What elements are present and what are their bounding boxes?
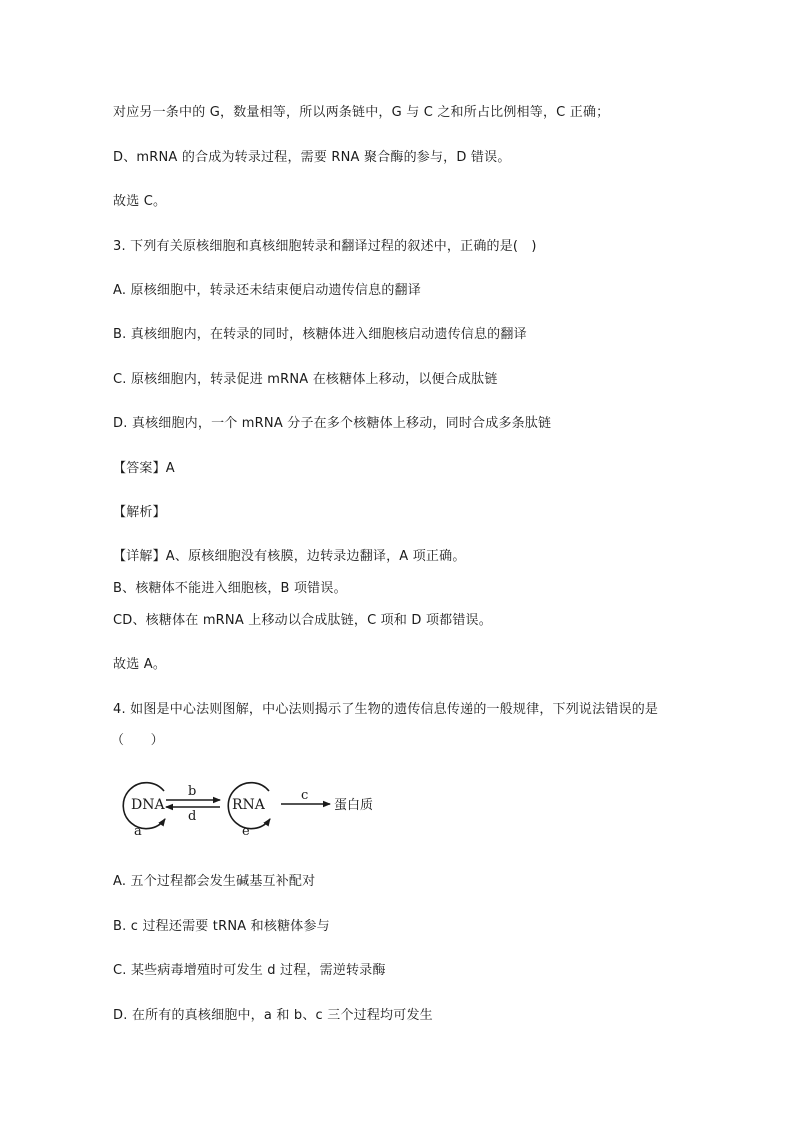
line-4: 故选 A。 — [113, 657, 167, 672]
question-4: 4. 如图是中心法则图解，中心法则揭示了生物的遗传信息传递的一般规律，下列说法错误的是 — [113, 702, 659, 717]
line-1: 对应另一条中的 G，数量相等，所以两条链中，G 与 C 之和所占比例相等，C 正确； — [113, 105, 610, 120]
question-3-option-a: A. 原核细胞中，转录还未结束便启动遗传信息的翻译 — [113, 283, 421, 298]
central-dogma-diagram — [108, 772, 408, 852]
detail-line-2: B、核糖体不能进入细胞核，B 项错误。 — [113, 581, 347, 596]
question-3-option-c: C. 原核细胞内，转录促进 mRNA 在核糖体上移动，以便合成肽链 — [113, 372, 498, 387]
rna-label: RNA — [232, 797, 265, 813]
detail-line-1: 【详解】A、原核细胞没有核膜，边转录边翻译，A 项正确。 — [113, 549, 466, 564]
answer-label: 【答案】A — [113, 461, 175, 476]
protein-label: 蛋白质 — [334, 798, 374, 813]
label-d: d — [188, 809, 197, 824]
line-3: 故选 C。 — [113, 194, 167, 209]
line-2: D、mRNA 的合成为转录过程，需要 RNA 聚合酶的参与，D 错误。 — [113, 150, 511, 165]
label-b: b — [188, 784, 197, 799]
label-e: e — [242, 824, 250, 839]
label-a: a — [134, 824, 142, 839]
question-4-paren: （ ） — [111, 733, 164, 748]
label-c: c — [301, 788, 309, 803]
question-3-option-d: D. 真核细胞内，一个 mRNA 分子在多个核糖体上移动，同时合成多条肽链 — [113, 416, 552, 431]
question-4-option-b: B. c 过程还需要 tRNA 和核糖体参与 — [113, 919, 330, 934]
question-3-option-b: B. 真核细胞内，在转录的同时，核糖体进入细胞核启动遗传信息的翻译 — [113, 327, 527, 342]
detail-line-3: CD、核糖体在 mRNA 上移动以合成肽链，C 项和 D 项都错误。 — [113, 613, 492, 628]
dna-label: DNA — [131, 797, 165, 813]
analysis-label: 【解析】 — [113, 505, 166, 520]
question-4-option-a: A. 五个过程都会发生碱基互补配对 — [113, 874, 316, 889]
question-3: 3. 下列有关原核细胞和真核细胞转录和翻译过程的叙述中，正确的是( ) — [113, 239, 537, 254]
question-4-option-c: C. 某些病毒增殖时可发生 d 过程，需逆转录酶 — [113, 963, 386, 978]
question-4-option-d: D. 在所有的真核细胞中，a 和 b、c 三个过程均可发生 — [113, 1008, 433, 1023]
